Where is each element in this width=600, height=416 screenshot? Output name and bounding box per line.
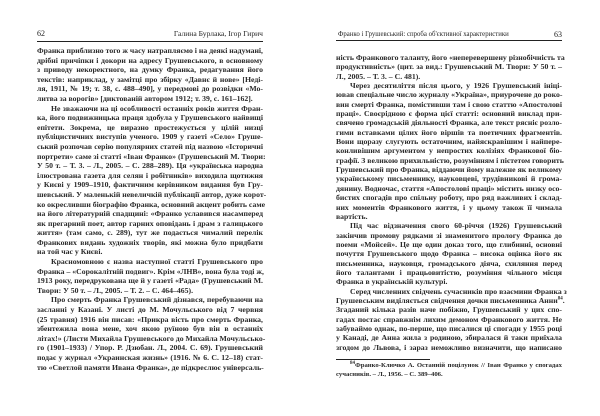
line-text: конливішим аргументом у непростих колізіях Франкової біо-: [336, 146, 562, 156]
text-line: [37, 286, 263, 296]
text-line: [37, 151, 266, 162]
text-line: [336, 212, 562, 221]
line-text: письменника, науковця, громадського діяча, схиляння перед: [336, 258, 562, 268]
text-line: [37, 247, 263, 257]
line-text: (25 травня) 1916 він писав: «Прикра вість про смерть Франка,: [37, 314, 263, 324]
line-text: як прегарний поет, автор гарних оповідань і драм з галицького: [37, 218, 263, 228]
line-text: Франко-Ключко А. Останній поцілунок // Іван Франко у спогадах: [355, 362, 562, 369]
line-text: литва за ворогів» [диктованій автором 1912; т. 39, с. 161–162].: [37, 93, 253, 103]
line-text: вин смерті Франка, помістивши там і свою статтю «Апостолові: [336, 99, 562, 109]
line-text: них моментів Франкового життя, і у цьому також її чимала: [336, 202, 562, 212]
text-line: [37, 171, 263, 181]
text-line: [37, 267, 263, 277]
text-line: [336, 231, 562, 240]
text-line: [336, 62, 562, 71]
text-line: [37, 295, 263, 305]
text-line: [336, 203, 562, 212]
line-text: забуваймо однак, по-перше, що писалися ці спогади у 1955 році: [336, 323, 562, 333]
line-text: літах!» (Листи Михайла Грушевського до Михайла Мочульсько-: [37, 333, 266, 343]
line-text: Франка – «Сорокалітній подвиг». Крім «ЛНВ», вона була тоді ж,: [37, 266, 264, 276]
header-rule: [37, 41, 263, 42]
text-line: [336, 90, 562, 99]
line-text: ність Франкового таланту, його «неперевершену різнобічність та: [336, 53, 565, 62]
line-text: Серед численних свідчень сучасників про взаємини Франка з: [350, 286, 567, 296]
line-text: на той час у Києві.: [37, 247, 103, 257]
line-text: праці». Своєрідною є форма цієї статті: основний виклад при-: [336, 109, 562, 119]
text-line: [37, 324, 263, 334]
text-line: [37, 65, 263, 75]
text-line: [37, 180, 263, 190]
text-line: [336, 370, 562, 379]
line-text: епітети. Зокрема, це виразно простежується у цілій низці: [37, 122, 263, 132]
right-page: [336, 0, 567, 416]
line-text: з приводу некоректного, на думку Франка, редагування його: [37, 65, 263, 75]
line-text: Л., 2005. – Т. 3. – С. 481).: [336, 71, 421, 81]
text-line: [336, 137, 562, 146]
line-text: поеми «Мойсей». Це ще один доказ того, що глибинні, основні: [336, 239, 562, 249]
text-line: [336, 240, 562, 249]
text-line: [336, 324, 562, 333]
line-text: ко окресливши біографію Франка, основний акцент робить саме: [37, 199, 266, 209]
line-text: Не зважаючи на ці особливості останніх років життя Фран-: [51, 103, 263, 113]
line-text: Через десятиліття після цього, у 1926 Грушевський ініці-: [350, 81, 562, 91]
line-text: Згаданий кілька разів наче побіжно, Грушевський у цих спо-: [336, 305, 562, 315]
line-text: продуктивність» (цит. за вид.: Грушевський М. Твори: У 50 т. –: [336, 62, 562, 72]
footnote: [336, 361, 562, 380]
text-line: [37, 257, 263, 267]
text-line: [37, 353, 263, 363]
text-line: [336, 295, 565, 305]
text-line: [336, 333, 562, 342]
footnote-marker: 84: [350, 360, 355, 366]
text-line: [336, 343, 562, 352]
text-line: [336, 128, 562, 137]
line-text: українському письменнику, науковцеві, трудівникові й грома-: [336, 174, 562, 184]
line-text: графії. З великою прихильністю, розумінням і пієтетом говорить: [336, 155, 564, 165]
line-text: шевський. У маленькій невеличкій публікації автор, дуже корот-: [37, 189, 267, 199]
text-line: [37, 276, 263, 286]
text-line: [336, 156, 562, 165]
line-text: тю «Светлой памяти Ивана Франка», де підкреслює універсаль-: [37, 362, 264, 372]
text-line: [37, 238, 263, 248]
text-line: [37, 161, 263, 171]
text-line: [336, 100, 562, 109]
line-text: сучасників. – Л., 1956. – С. 389–406.: [336, 371, 443, 379]
line-text: у Києві у 1909–1910, фактичним керівником видання був Гру-: [37, 180, 263, 190]
text-line: [37, 333, 266, 344]
line-text: Про смерть Франка Грушевський дізнався, перебуваючи на: [51, 295, 263, 305]
line-text: збентежила вона мене, хоч якою руїною був він в останніх: [37, 324, 263, 334]
text-line: [336, 268, 562, 277]
line-text: закінчив промову рядками зі знаменитого прологу Франка до: [336, 230, 562, 240]
text-line: [336, 118, 562, 127]
header-rule: [336, 40, 562, 41]
line-text: засланні у Казані. У листі до М. Мочульського від 7 червня: [37, 305, 263, 315]
text-line: [336, 109, 562, 118]
text-line: [37, 315, 263, 325]
line-text: Грушевським виділяється свідчення дочки письменника Анни: [336, 295, 558, 305]
running-title: Галина Бурлака, Ігор Гирич: [173, 29, 263, 38]
text-line: [336, 193, 562, 202]
line-text: публіцистичних виступів ученого. 1909 у газеті «Село» Груше-: [37, 132, 263, 142]
line-text: ілюстрована газета для селян і робітників» виходила щотижня: [37, 170, 263, 180]
line-text: Твори: У 50 т. – Л., 2005. – Т. 2. – С. 464–465).: [37, 285, 194, 295]
text-line: [37, 94, 263, 104]
page-header: [336, 30, 562, 40]
text-line: [336, 81, 562, 90]
line-text: текстів: наприклад, у замітці про збірку «Давнє й нове» [Неді-: [37, 74, 263, 84]
line-text: свячено громадській діяльності Франка, але текст рясніє розло-: [336, 118, 562, 128]
line-text: Вони щоразу слугують остаточним, найяскравішим і найпере-: [336, 137, 562, 147]
text-line: [336, 165, 562, 174]
text-line: [37, 123, 263, 133]
text-line: [37, 142, 263, 152]
page-number: 63: [554, 30, 562, 39]
text-line: [336, 184, 562, 193]
line-text: ка, його подвижницька праця здобула у Грушевського найвищі: [37, 113, 263, 123]
text-line: [336, 53, 565, 62]
text-line: [37, 75, 263, 85]
footnote-reference: 84: [557, 296, 563, 302]
line-text: Під час відзначення свого 60-річчя (1926) Грушевський: [350, 221, 562, 231]
text-line: [37, 113, 263, 123]
text-line: [37, 104, 263, 114]
text-line: [336, 146, 562, 155]
line-text: го (1901–1933) / Упор. Р. Дзюбан. Л., 2004. С. 69). Грушевський: [37, 343, 263, 353]
line-text: почуття Грушевського щодо Франка – висока оцінка його як: [336, 249, 562, 259]
line-text: ля, 1911, № 19; т. 38, с. 488–490], у передмові до розвідки «Мо-: [37, 84, 263, 94]
text-line: [336, 72, 562, 81]
text-line: [336, 286, 567, 296]
line-text: Франкових видань художніх творів, які можна було придбати: [37, 237, 263, 247]
line-text: на його літературній спадщині: «Франко уславився насамперед: [37, 209, 263, 219]
line-text: У 50 т. – Т. 3. – Л., 2005. – С. 288–289). Ця «українська народна: [37, 161, 263, 171]
text-line: [336, 259, 562, 268]
line-text: його талантами і працьовитістю, розуміння чільного місця: [336, 267, 562, 277]
line-text: життя» (там само, с. 289), тут же подається чималий перелік: [37, 228, 263, 238]
text-line: [37, 56, 263, 66]
line-text: вартість.: [336, 211, 368, 221]
text-line: [37, 219, 263, 229]
running-title: Франко і Грушевський: спроба об'єктивної характеристики: [338, 31, 509, 38]
text-line: [37, 84, 263, 94]
text-line: [37, 305, 263, 315]
punctuation: .: [562, 295, 565, 305]
text-line: [37, 363, 263, 373]
line-text: портрети» саме зі статті «Іван Франко» (Грушевський М. Твори:: [37, 151, 266, 161]
left-page: [37, 0, 267, 416]
body-text: [336, 53, 567, 352]
text-line: [37, 189, 267, 200]
line-text: бистих спогадів про спільну роботу, про ряд важливих і склад-: [336, 193, 562, 203]
text-line: [336, 221, 562, 230]
text-line: [37, 46, 263, 56]
line-text: подає у журнал «Украинская жизнь» (1916. № 6. С. 12–18) стат-: [37, 353, 263, 362]
text-line: [37, 132, 263, 142]
text-line: [336, 249, 562, 258]
text-line: [336, 305, 562, 314]
page-header: [37, 29, 263, 39]
line-text: ював спеціальне число журналу «Україна», приурочене до роко-: [336, 90, 563, 100]
line-text: гадах постає справжнім лихим демоном Франкового життя. Не: [336, 314, 562, 324]
line-text: ський розпочав серію популярних статей під назвою «Історичні: [37, 141, 263, 151]
text-line: [336, 361, 562, 370]
line-text: дянину. Водночас, стаття «Апостолові праці» містить низку осо-: [336, 183, 562, 193]
line-text: Красномовною є назва наступної статті Грушевського про: [51, 257, 263, 267]
text-line: [37, 199, 266, 210]
text-line: [37, 228, 263, 238]
text-line: [336, 174, 562, 183]
text-line: [336, 315, 562, 324]
text-line: [37, 343, 263, 353]
line-text: Грушевський про Франка, віддаючи йому належне як великому: [336, 165, 562, 175]
line-text: дрібні причіпки і докори на адресу Грушевського, в основному: [37, 55, 263, 65]
line-text: 1913 року, передрукована ще й у газеті «Рада» (Грушевський М.: [37, 276, 263, 286]
page-number: 62: [37, 29, 45, 38]
line-text: згодом до Львова, і зараз неможливо визначити, що написано: [336, 342, 562, 352]
line-text: гими вставками цілих його віршів та поетичних фрагментів.: [336, 127, 562, 137]
text-line: [37, 209, 263, 219]
line-text: Франка приблизно того ж часу натрапляємо і на деякі надумані,: [37, 46, 263, 55]
line-text: Франка в українській культурі.: [336, 277, 448, 287]
text-line: [336, 277, 562, 286]
body-text: [37, 46, 267, 372]
line-text: у Канаді, де Анна жила з родиною, збиралася й таки приїхала: [336, 333, 562, 343]
